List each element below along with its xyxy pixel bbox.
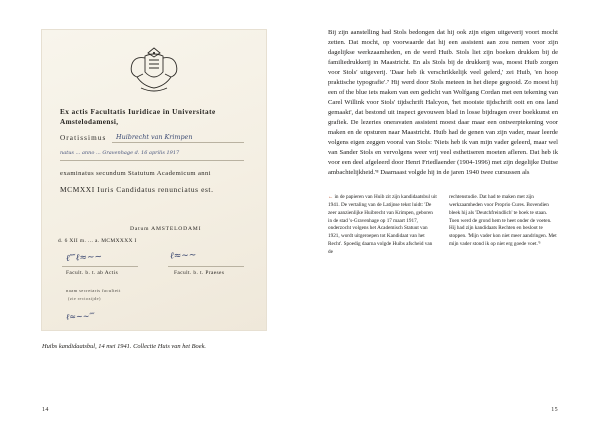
certificate-handwritten-birth: natus ... anno ... Gravenhage d. 16 aprilis 1917 — [60, 150, 180, 156]
footnote-column-right — [449, 194, 558, 256]
certificate-signature-left-label: Facult. b. t. ab Actis — [66, 270, 119, 276]
certificate-datum-label: Datum AMSTELODAMI — [130, 226, 202, 232]
certificate-rule-sig-left — [62, 266, 138, 267]
certificate-signature-stroke-right: ℓ≈∼∼ — [169, 250, 197, 262]
footnote-block — [328, 194, 558, 256]
footnote-column-left — [328, 194, 437, 256]
certificate-exam-line: examinatus secundum Statutum Academicum anni — [60, 170, 211, 177]
royal-coat-of-arms-icon — [121, 44, 187, 98]
certificate-oratissimus-label: Oratissimus — [60, 134, 107, 142]
footnote-arrow-icon: ← — [328, 194, 334, 201]
body-text — [328, 28, 558, 178]
certificate-signature-stroke-left: ℓ⁗ℓ≈∼∼ — [65, 252, 103, 264]
folio-right: 15 — [551, 407, 558, 413]
folio-left: 14 — [42, 407, 49, 413]
certificate-heading: Ex actis Facultatis Iuridicae in Universitate — [60, 108, 216, 116]
figure-caption: Huibs kandidaatsbul, 14 mei 1941. Collectie Huis van het Boek. — [42, 343, 207, 350]
certificate-handwritten-name: Huibrecht van Krimpen — [116, 133, 193, 141]
certificate-stamp-note: (zie rectozijde) — [68, 296, 101, 301]
footnote-right-text: rechtenstudie. Dat had te maken met zijn werkzaamheden voor Proprio Cures. Bovendien bleek hij als 'Deutchfreindlich' te boek te staan. Toen werd de grond hem te heet onder de voeten. Hij had zijn kandidaats Rechten en besloot te stoppen. 'Mijn vader kon niet meer aandringen. Met mijn vader stond ik op niet erg goede voet.'⁵ — [449, 194, 557, 248]
certificate-small-note: naam secretaris faculteit — [66, 288, 121, 293]
certificate-signature-stroke-bottom: ℓ≈∼∼⁗ — [65, 311, 95, 322]
certificate-rule-sig-right — [168, 266, 244, 267]
certificate-image — [42, 30, 266, 330]
certificate-datum-value: d. 6 XII m. ... a. MCMXXXX I — [58, 238, 137, 244]
certificate-signature-right-label: Facult. b. t. Praeses — [174, 270, 225, 276]
certificate-heading-line2: Amstelodamensi, — [60, 118, 119, 126]
right-page — [300, 0, 600, 429]
certificate-rule-2 — [60, 160, 244, 161]
certificate-rule-1 — [112, 142, 244, 143]
footnote-left-text: in de papieren van Huib zit zijn kandidaatsbul uit 1941. De vertaling van de Latijnse tekst luidt: 'De zeer aanzienlijke Huibrecht van Krimpen, geboren in de stad 's-Gravenhage op 17 maart 1917, onderzocht volgens het Academisch Statuut van 1921, wordt uitgeroepen tot Kandidaat van het Recht'. Spoedig daarna volgde Huibs afscheid van de — [328, 194, 437, 255]
body-paragraph: Bij zijn aanstelling had Stols bedongen dat hij ook zijn eigen uitgeverij voort mocht zetten. Dat mocht, op voorwaarde dat hij een assistent aan zou nemen voor zijn dagelijkse werkzaamheden, en de werd Huib. Stols liet zijn boeken drukken bij de familiedrukkerij in Maastricht. En als Stols bij de drukkerij was, moest Huib zorgen voor Stols' uitgeverij. 'Daar heb ik verschrikkelijk veel gelerd,' zei Huib, 'en hoop praktische typografie'.⁷ Hij werd door Stols meteen in het diepe gegooid. Zo moest hij een of the blue iets maken van een gedicht van Wolfgang Cordan met een tekening van Carel Willink voor Stols' tijdschrift Halcyon, 'het mooiste tijdschrift ooit en ons land gemaakt', dat bestond uit inspect gevouwen blad in losse bijdragen over boekkunst en grafiek. De lezeries oneravaten assistent moest daar maar een ontwerptekening voor maken en de opsturen naar Maastricht. Huib had de genen van zijn vader, maar leerde volgens eigen zeggen vooral van Stols: 'Niets heb ik van mijn vader geleerd, maar wel van Sander Stols en vervolgens weer vrij veel esthetiseren moeten afleren. Dat heb ik voor een deel afgeleerd door Henri Friedlaender (1904-1996) met zijn degelijke Duitse ambachtelijkheid.'⁸ Daarnaast volgde hij in de jaren 1940 twee cursussen als — [328, 29, 558, 177]
certificate-year-line: MCMXXI Iuris Candidatus renunciatus est. — [60, 185, 214, 194]
